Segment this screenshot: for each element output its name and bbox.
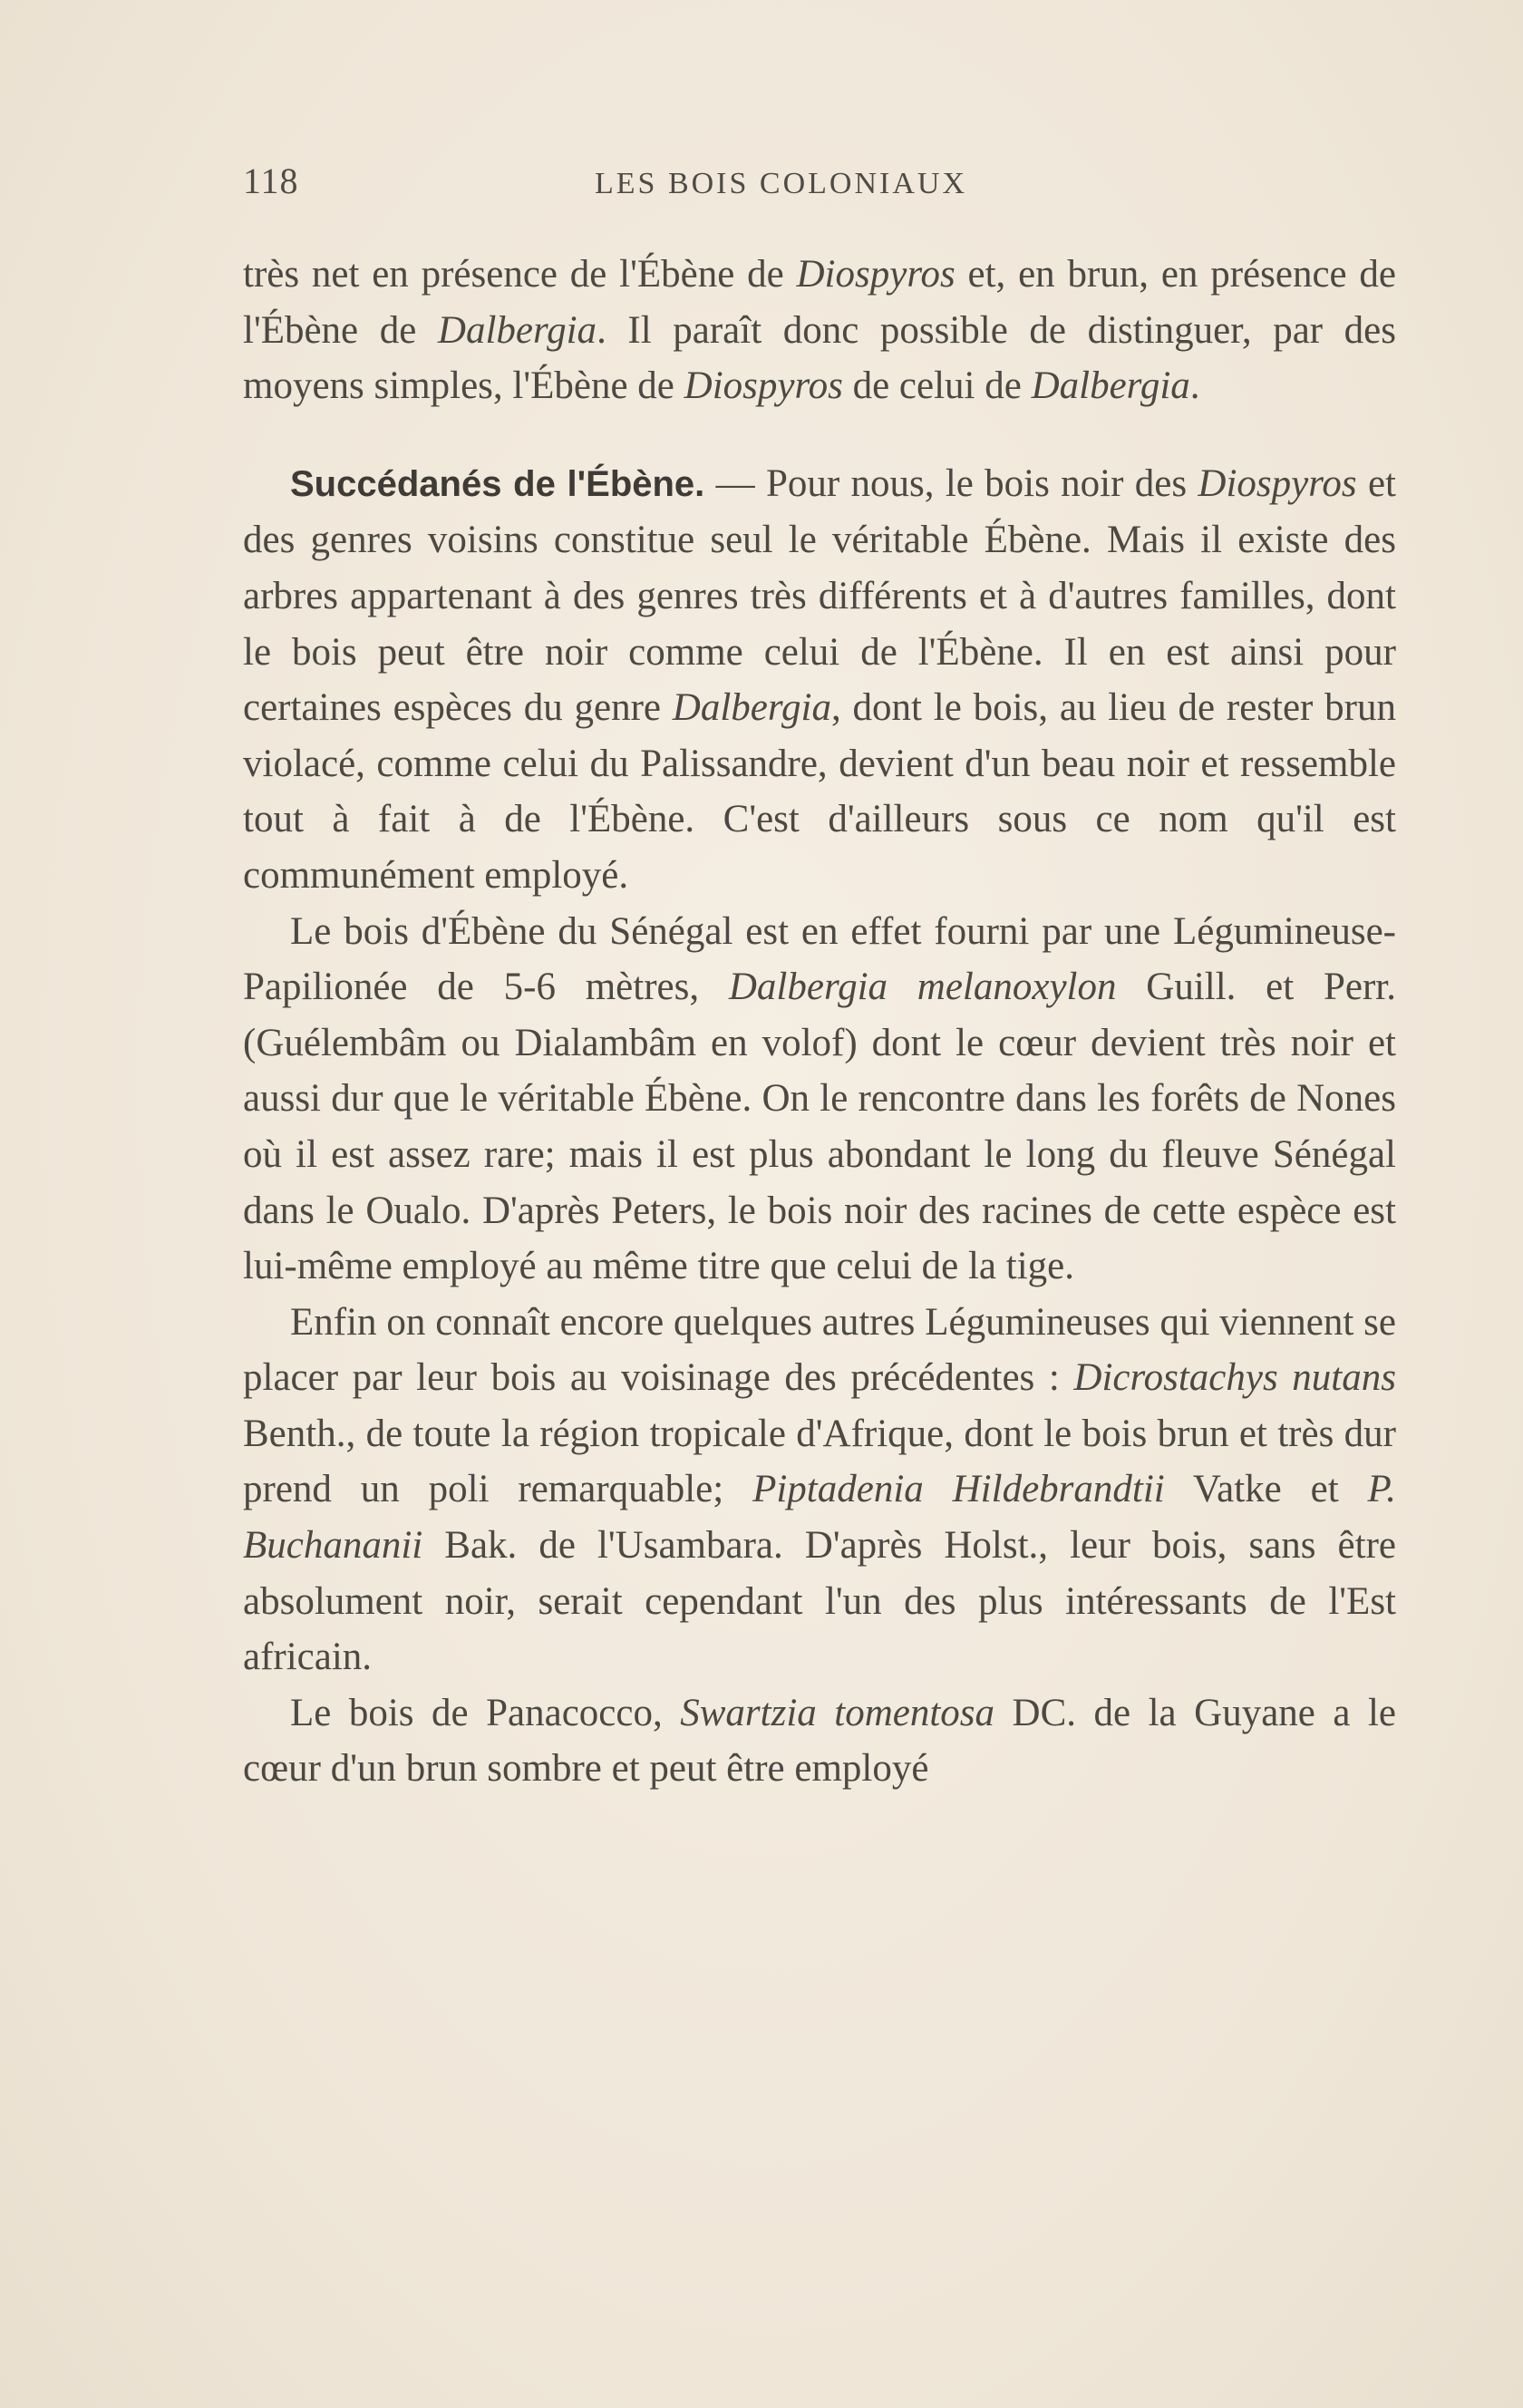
section-gap: [243, 414, 1396, 456]
text-run: Vatke et: [1164, 1468, 1368, 1511]
text-run: .: [1189, 364, 1200, 408]
paragraph-ebony-test-conclusion: [243, 247, 1396, 414]
italic-taxon: Diospyros: [796, 253, 956, 296]
page-header: [243, 160, 1409, 214]
text-run: Le bois d'Ébène du Sénégal est en effet fourni par une Légumineuse-Papilionée de 5-6 mètres,: [243, 909, 1396, 1009]
italic-taxon: Dalbergia: [1031, 364, 1190, 408]
italic-taxon: Dalbergia: [437, 308, 597, 352]
text-run: Benth., de toute la région tropicale d'Afrique, dont le bois brun et très dur prend un poli remarquable;: [243, 1412, 1396, 1511]
running-title: LES BOIS COLONIAUX: [595, 167, 967, 200]
italic-taxon: Piptadenia Hildebrandtii: [752, 1468, 1165, 1511]
text-run: DC. de la Guyane a le cœur d'un brun sombre et peut être employé: [243, 1691, 1396, 1791]
italic-taxon: Diospyros: [1198, 461, 1357, 505]
italic-taxon: Dicrostachys nutans: [1073, 1356, 1396, 1400]
italic-taxon: Dalbergia melanoxylon: [728, 966, 1117, 1009]
page-number: 118: [243, 160, 299, 201]
italic-taxon: Swartzia tomentosa: [680, 1691, 995, 1734]
paragraph-ebony-substitutes: [243, 456, 1396, 904]
text-run: Enfin on connaît encore quelques autres Légumineuses qui viennent se placer par leur bois au voisinage des précédentes :: [243, 1300, 1396, 1400]
italic-taxon: Dalbergia: [672, 686, 831, 730]
text-run: Bak. de l'Usambara. D'après Holst., leur bois, sans être absolument noir, serait cependant l'un des plus intéressants de l'Est africain.: [243, 1524, 1396, 1679]
text-run: et des genres voisins constitue seul le véritable Ébène. Mais il existe des arbres appartenant à des genres très différents et à d'autres familles, dont le bois peut être noir comme celui de l'Ébène. Il en est ainsi pour certaines espèces du genre: [243, 461, 1396, 730]
italic-taxon: P. Buchananii: [243, 1468, 1396, 1568]
italic-taxon: Diospyros: [684, 364, 843, 408]
paragraph-other-legumes: [243, 1295, 1396, 1685]
paragraph-senegal-ebony: [243, 904, 1396, 1295]
paragraph-panacocco: [243, 1685, 1396, 1797]
text-run: très net en présence de l'Ébène de: [243, 253, 797, 296]
text-run: de celui de: [842, 364, 1032, 408]
text-run: et, en brun, en présence de l'Ébène de: [243, 253, 1396, 352]
body-text: [243, 247, 1396, 1797]
text-run: — Pour nous, le bois noir des: [704, 461, 1198, 505]
text-run: , dont le bois, au lieu de rester brun violacé, comme celui du Palissandre, devient d'un beau noir et ressemble tout à fait à de l'Ébène. C'est d'ailleurs sous ce nom qu'il est communément employé.: [243, 686, 1396, 897]
text-run: . Il paraît donc possible de distinguer, par des moyens simples, l'Ébène de: [243, 308, 1396, 408]
section-heading: Succédanés de l'Ébène.: [290, 463, 705, 504]
text-run: Le bois de Panacocco,: [290, 1691, 681, 1734]
text-run: Guill. et Perr. (Guélembâm ou Dialambâm en volof) dont le cœur devient très noir et aussi dur que le véritable Ébène. On le rencontre dans les forêts de Nones où il est assez rare; mais il est plus abondant le long du fleuve Sénégal dans le Oualo. D'après Peters, le bois noir des racines de cette espèce est lui-même employé au même titre que celui de la tige.: [243, 966, 1396, 1288]
